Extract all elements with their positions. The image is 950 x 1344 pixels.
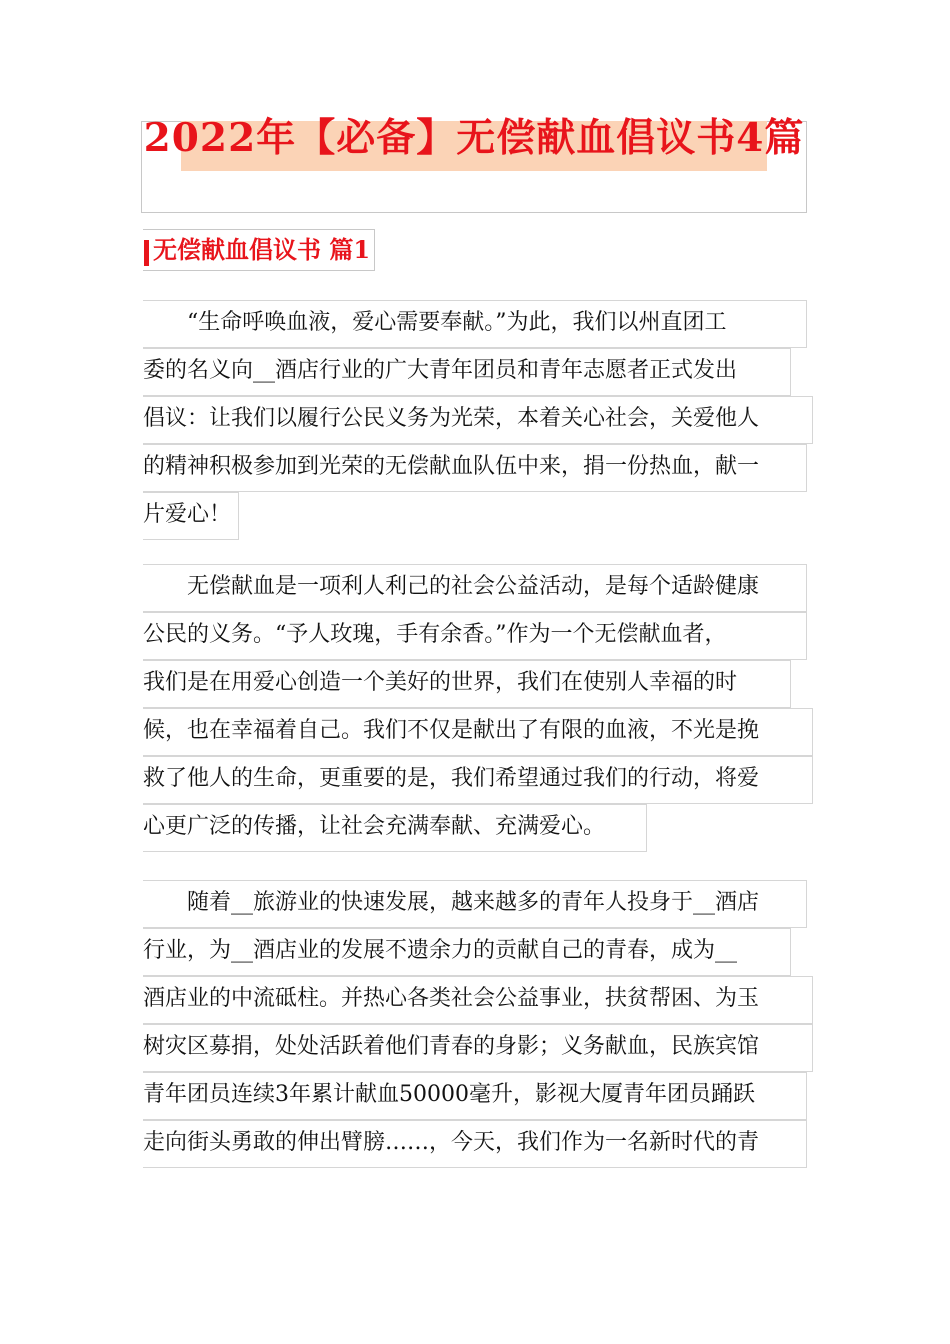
text-line: 片爱心！ bbox=[143, 492, 239, 540]
text-line: 走向街头勇敢的伸出臂膀……，今天，我们作为一名新时代的青 bbox=[143, 1120, 807, 1168]
text-line: 倡议：让我们以履行公民义务为光荣，本着关心社会，关爱他人 bbox=[143, 396, 813, 444]
text-line: 行业，为__酒店业的发展不遗余力的贡献自己的青春，成为__ bbox=[143, 928, 791, 976]
text-line: 酒店业的中流砥柱。并热心各类社会公益事业，扶贫帮困、为玉 bbox=[143, 976, 813, 1024]
text-line: 的精神积极参加到光荣的无偿献血队伍中来，捐一份热血，献一 bbox=[143, 444, 807, 492]
text-line: 委的名义向__酒店行业的广大青年团员和青年志愿者正式发出 bbox=[143, 348, 791, 396]
section-marker bbox=[144, 240, 149, 266]
document-title: 2022年【必备】无偿献血倡议书4篇 bbox=[143, 115, 805, 161]
text-line: “生命呼唤血液，爱心需要奉献。”为此，我们以州直团工 bbox=[143, 300, 807, 348]
section-heading: 无偿献血倡议书 篇1 bbox=[143, 229, 375, 271]
text-line: 随着__旅游业的快速发展，越来越多的青年人投身于__酒店 bbox=[143, 880, 807, 928]
text-line: 心更广泛的传播，让社会充满奉献、充满爱心。 bbox=[143, 804, 647, 852]
text-line: 青年团员连续3年累计献血50000毫升，影视大厦青年团员踊跃 bbox=[143, 1072, 807, 1120]
text-line: 候，也在幸福着自己。我们不仅是献出了有限的血液，不光是挽 bbox=[143, 708, 813, 756]
text-line: 救了他人的生命，更重要的是，我们希望通过我们的行动，将爱 bbox=[143, 756, 813, 804]
text-line: 无偿献血是一项利人利己的社会公益活动，是每个适龄健康 bbox=[143, 564, 807, 612]
text-line: 公民的义务。“予人玫瑰，手有余香。”作为一个无偿献血者， bbox=[143, 612, 807, 660]
text-line: 树灾区募捐，处处活跃着他们青春的身影；义务献血，民族宾馆 bbox=[143, 1024, 813, 1072]
text-line: 我们是在用爱心创造一个美好的世界，我们在使别人幸福的时 bbox=[143, 660, 791, 708]
